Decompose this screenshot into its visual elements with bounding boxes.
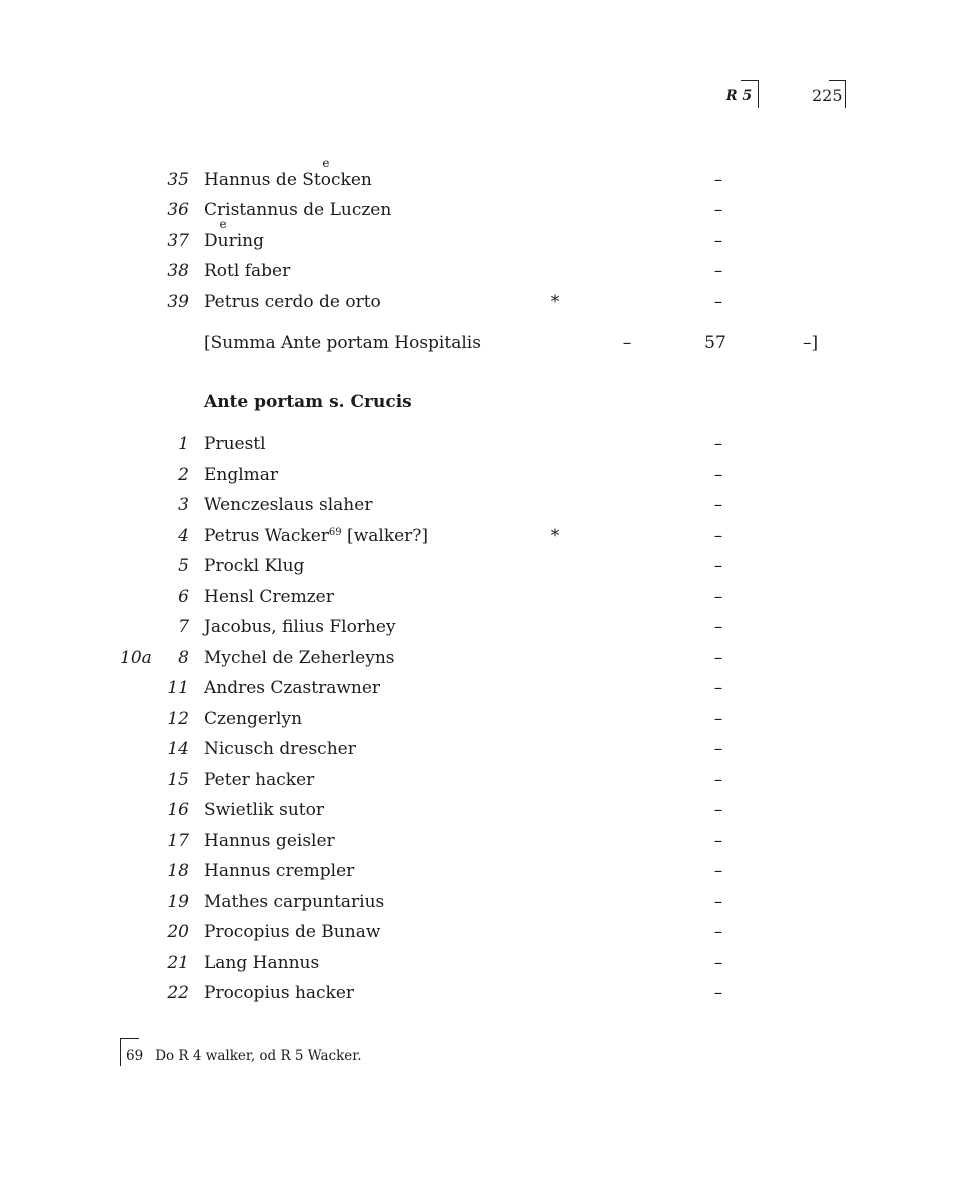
entry-number: 20 — [167, 922, 189, 942]
list-item — [0, 920, 960, 944]
entry-name: Hannus de Sto e cken — [204, 156, 372, 190]
footnote — [126, 1048, 362, 1064]
entry-name: Mychel de Zeherleyns — [204, 648, 395, 668]
footnote-number: 69 — [126, 1048, 144, 1064]
entry-number: 12 — [167, 709, 189, 729]
dash-value: – — [713, 434, 723, 454]
dash-value: – — [713, 953, 723, 973]
entry-name: Hannus crempler — [204, 861, 355, 881]
entry-name: Mathes carpuntarius — [204, 892, 385, 912]
list-item — [0, 676, 960, 700]
entry-number: 21 — [167, 953, 189, 973]
entry-number: 4 — [178, 526, 189, 546]
entry-number: 2 — [178, 465, 189, 485]
summary-row — [0, 331, 960, 355]
list-item — [0, 493, 960, 517]
list-item — [0, 890, 960, 914]
dash-value: – — [713, 261, 723, 281]
entry-number: 18 — [167, 861, 189, 881]
entry-name: Swietlik sutor — [204, 800, 324, 820]
entry-name: Cristannus de Luczen — [204, 200, 392, 220]
entry-number: 19 — [167, 892, 189, 912]
entry-number: 22 — [167, 983, 189, 1003]
list-item — [0, 798, 960, 822]
entry-name: Nicusch drescher — [204, 739, 356, 759]
entry-number: 14 — [167, 739, 189, 759]
margin-note: 10a — [120, 648, 152, 668]
entry-name: Englmar — [204, 465, 279, 485]
dash-value: – — [713, 556, 723, 576]
section-code: R 5 — [726, 88, 753, 104]
section-heading: Ante portam s. Crucis — [204, 392, 412, 412]
asterisk-mark: * — [550, 292, 560, 312]
dash-value: – — [713, 678, 723, 698]
entry-number: 11 — [167, 678, 189, 698]
dash-value: – — [713, 170, 723, 190]
list-item — [0, 432, 960, 456]
entry-name: Petrus cerdo de orto — [204, 292, 381, 312]
superscript-letter: e — [219, 217, 227, 231]
list-item — [0, 951, 960, 975]
dash-value: – — [713, 892, 723, 912]
dash-value: – — [713, 831, 723, 851]
entry-name: Rotl faber — [204, 261, 291, 281]
dash-value: – — [713, 587, 723, 607]
summary-total: 57 — [704, 333, 726, 353]
entry-number: 16 — [167, 800, 189, 820]
entry-name: Czengerlyn — [204, 709, 303, 729]
entry-name: Hannus geisler — [204, 831, 335, 851]
summary-dash: – — [622, 333, 632, 353]
page-number: 225 — [812, 86, 843, 105]
dash-value: – — [713, 231, 723, 251]
list-item — [0, 585, 960, 609]
entry-number: 8 — [178, 648, 189, 668]
list-item — [0, 217, 960, 253]
entry-number: 3 — [178, 495, 189, 515]
list-item — [0, 290, 960, 314]
entry-number: 39 — [167, 292, 189, 312]
footnote-text: Do R 4 walker, od R 5 Wacker. — [155, 1048, 362, 1064]
dash-value: – — [713, 526, 723, 546]
entry-name: Pruestl — [204, 434, 266, 454]
entry-name: Prockl Klug — [204, 556, 305, 576]
list-item — [0, 829, 960, 853]
dash-value: – — [713, 922, 723, 942]
list-item — [0, 463, 960, 487]
list-item — [0, 615, 960, 639]
entry-name: Petrus Wacker$^{69}$ [walker?] — [204, 526, 429, 546]
entry-name: Peter hacker — [204, 770, 315, 790]
entry-number: 35 — [167, 170, 189, 190]
entry-name: Du e ring — [204, 217, 264, 251]
summary-label: [Summa Ante portam Hospitalis — [204, 333, 481, 353]
list-item — [0, 859, 960, 883]
entry-name: Andres Czastrawner — [204, 678, 381, 698]
dash-value: – — [713, 709, 723, 729]
list-item — [0, 524, 960, 548]
entry-number: 36 — [167, 200, 189, 220]
dash-value: – — [713, 648, 723, 668]
list-item — [0, 981, 960, 1005]
dash-value: – — [713, 292, 723, 312]
entry-name: Lang Hannus — [204, 953, 320, 973]
entry-number: 1 — [178, 434, 189, 454]
entry-name: Jacobus, filius Florhey — [204, 617, 396, 637]
dash-value: – — [713, 739, 723, 759]
entry-name: Procopius hacker — [204, 983, 355, 1003]
entry-name: Wenczeslaus slaher — [204, 495, 373, 515]
list-item — [0, 259, 960, 283]
entry-number: 5 — [178, 556, 189, 576]
entry-name: Hensl Cremzer — [204, 587, 334, 607]
list-item — [0, 737, 960, 761]
dash-value: – — [713, 861, 723, 881]
footnote-ref: 69 — [328, 527, 342, 538]
entry-number: 37 — [167, 231, 189, 251]
dash-value: – — [713, 983, 723, 1003]
entry-number: 15 — [167, 770, 189, 790]
corner-mark — [741, 80, 759, 108]
entry-number: 6 — [178, 587, 189, 607]
dash-value: – — [713, 495, 723, 515]
entry-number: 38 — [167, 261, 189, 281]
dash-value: – — [713, 200, 723, 220]
list-item — [0, 768, 960, 792]
list-item — [0, 554, 960, 578]
entry-name: Procopius de Bunaw — [204, 922, 381, 942]
dash-value: – — [713, 800, 723, 820]
dash-value: – — [713, 465, 723, 485]
entry-number: 7 — [178, 617, 189, 637]
list-item — [0, 707, 960, 731]
entry-number: 17 — [167, 831, 189, 851]
list-item — [0, 156, 960, 192]
dash-value: – — [713, 770, 723, 790]
asterisk-mark: * — [550, 526, 560, 546]
corner-mark — [829, 80, 846, 108]
dash-value: – — [713, 617, 723, 637]
list-item — [0, 198, 960, 222]
list-item — [0, 646, 960, 670]
summary-close: –] — [803, 333, 819, 353]
superscript-letter: e — [322, 156, 330, 170]
